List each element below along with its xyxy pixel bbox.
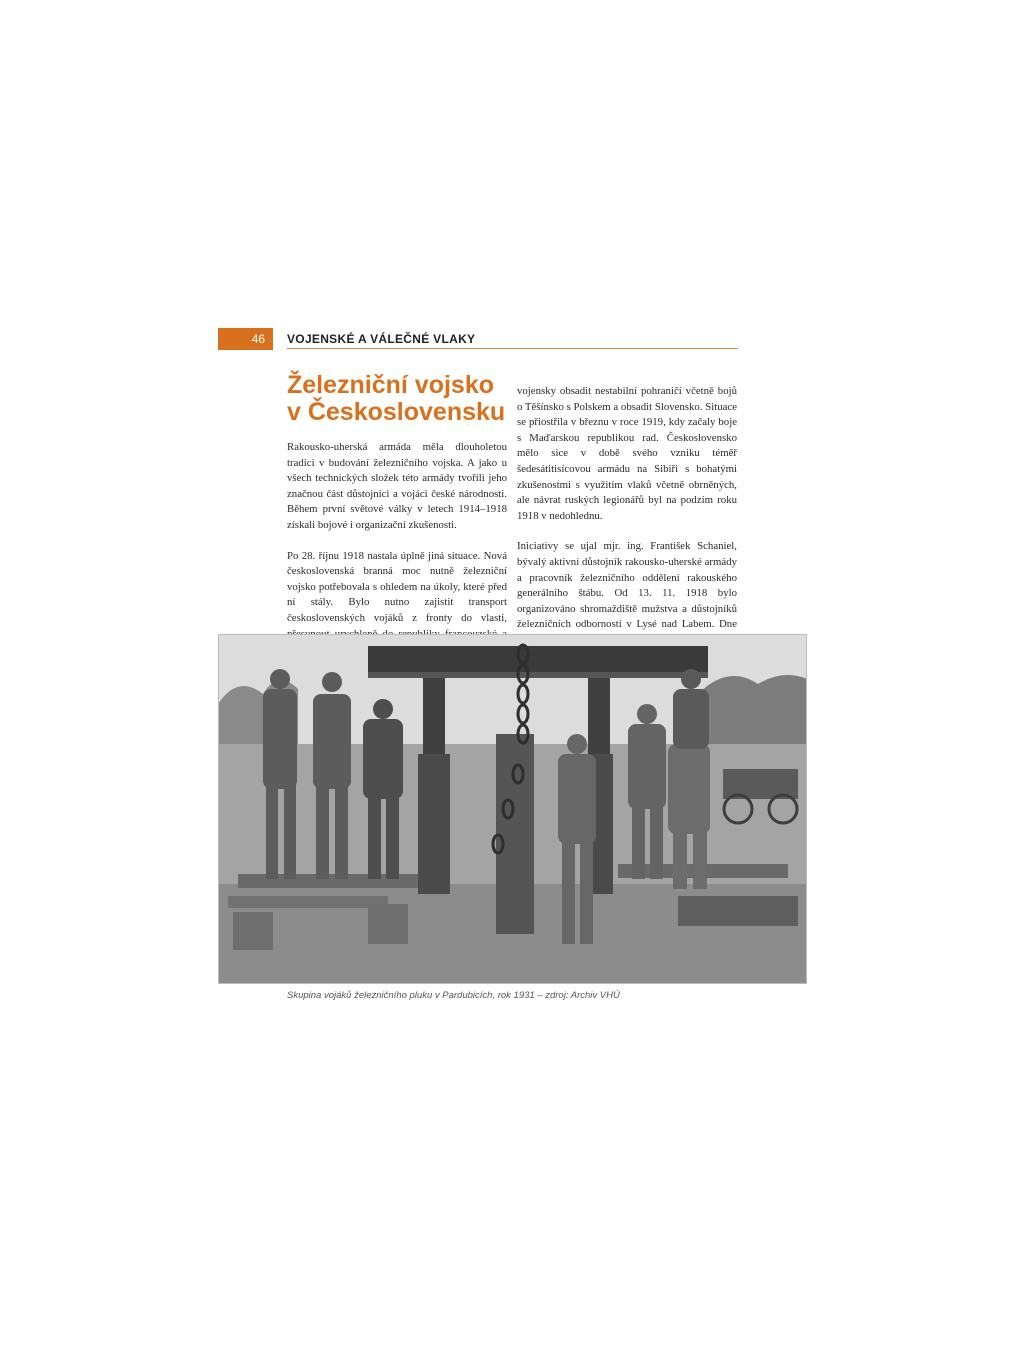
page-number: 46 [218,328,273,350]
paragraph-4: Iniciativy se ujal mjr. ing. František Schaniel, bývalý aktivní důstojník rakousko-uherské armády a pracovník železničního oddělení rakouského generálního štábu. Od 13. 11. 1918 bylo organizováno shromaždiště mužstva a důstojníků železničních odborností v Lysé nad Labem. Dne [517,540,737,631]
photo-caption: Skupina vojáků železničního pluku v Pardubicích, rok 1931 – zdroj: Archiv VHÚ [287,990,620,1001]
page-header [218,328,738,350]
paragraph-1: Rakousko-uherská armáda měla dlouholetou tradici v budování železničního vojska. A jako u všech technických složek této armády tvořili jeho značnou část důstojníci a vojáci české národnosti. Během první světové války v letech 1914–1918 získali bojové i organizační zkušenosti. [287,441,507,531]
article-title-line-1: Železniční vojsko [287,371,495,399]
article-title [287,372,517,426]
header-rule [287,348,738,349]
historical-photo [218,634,807,984]
paragraph-3: vojensky obsadit nestabilní pohraničí včetně bojů o Těšínsko s Polskem a obsadit Slovensko. Situace se přiostřila v březnu v roce 1919, kdy začaly boje s Maďarskou republikou rad. Československo mělo sice v době svého vzniku téměř šedesátitisícovou armádu na Sibiři s bohatými zkušenostmi s využitím vlaků včetně obrněných, ale návrat ruských legionářů byl na podzim roku 1918 v nedohlednu. [517,385,737,522]
photo-illustration [218,634,807,984]
section-title: VOJENSKÉ A VÁLEČNÉ VLAKY [287,332,476,346]
paragraph-2: Po 28. říjnu 1918 nastala úplně jiná situace. Nová československá branná moc nutně železniční vojsko potřebovala s ohledem na úkoly, které před ní stály. Bylo nutno zajistit transport československých vojáků z fronty do vlasti, [287,549,507,624]
article-title-line-2: v Československu [287,398,506,426]
